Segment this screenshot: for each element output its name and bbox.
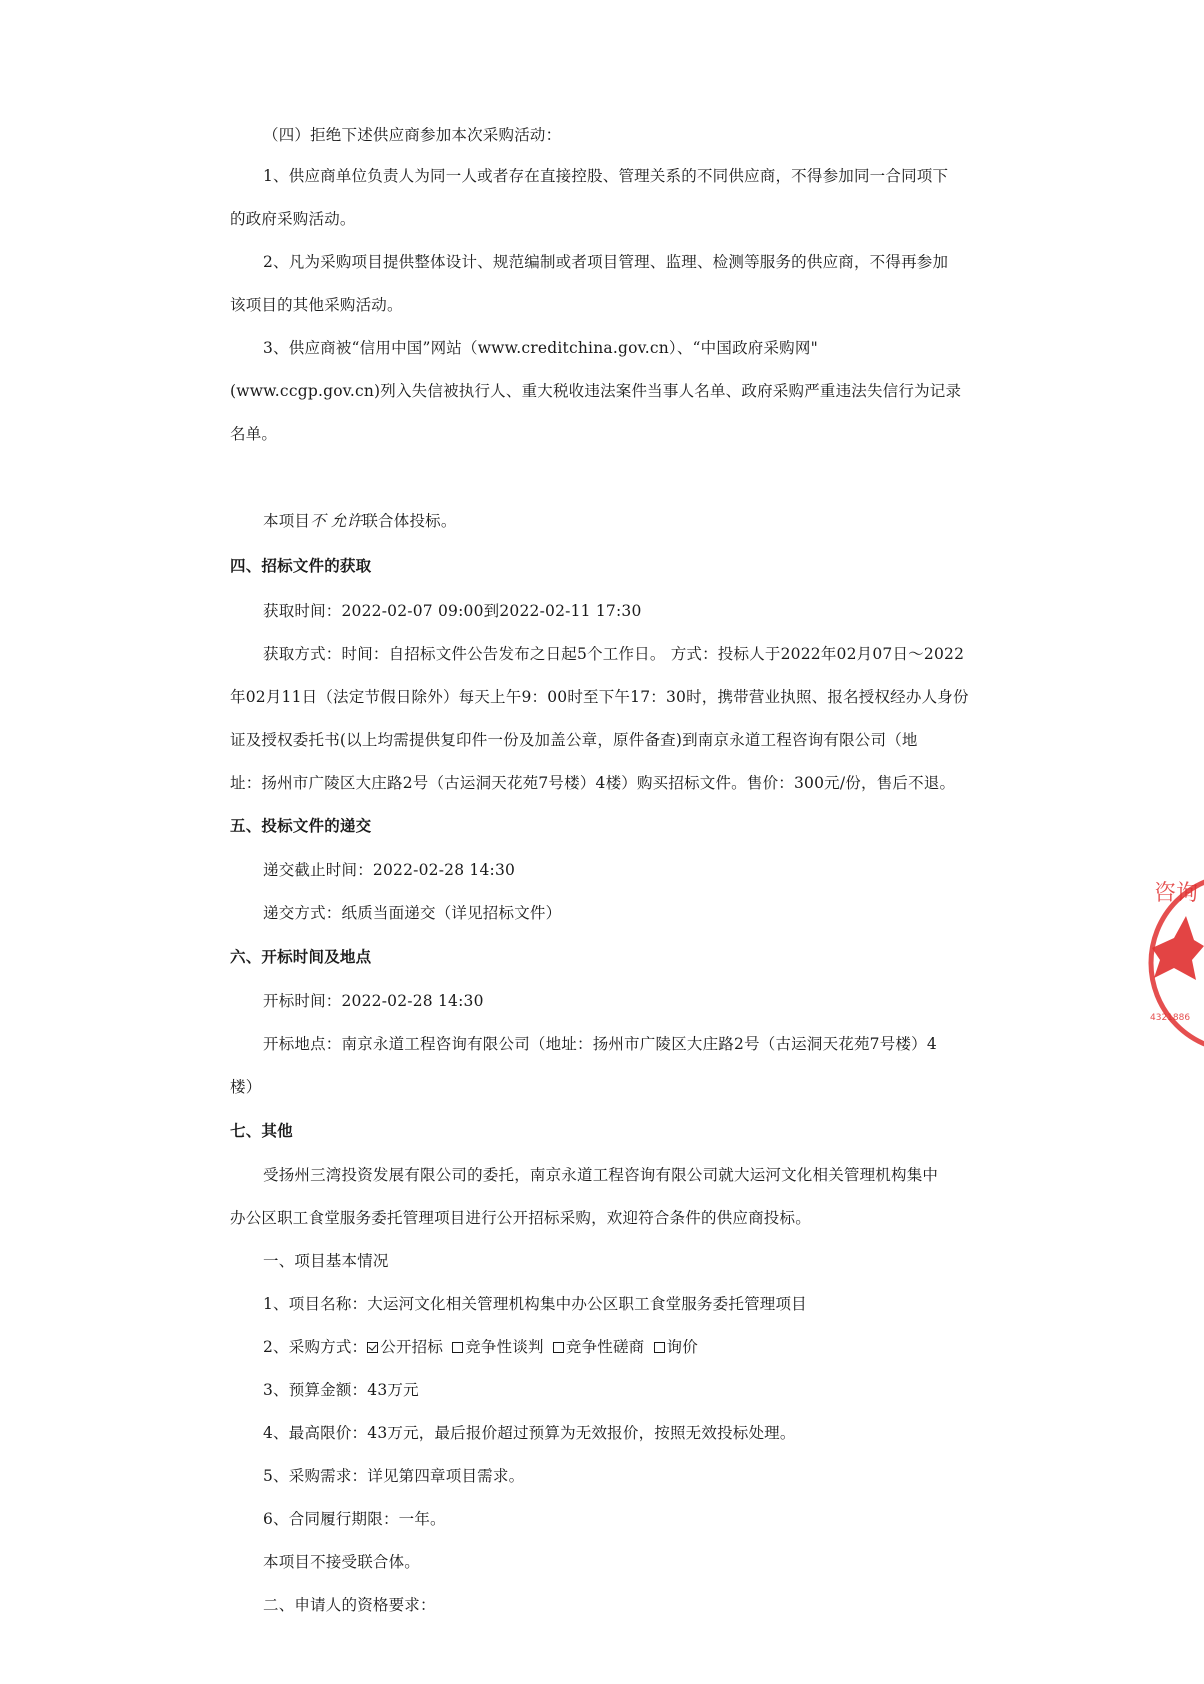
no-consortium: 本项目不接受联合体。 [263, 1553, 421, 1571]
seal-number-text: 4321886 [1150, 1013, 1191, 1023]
checkbox-unchecked-icon [654, 1342, 665, 1353]
submit-deadline: 递交截止时间：2022-02-28 14:30 [263, 861, 516, 879]
reject-item-2-line-1: 2、凡为采购项目提供整体设计、规范编制或者项目管理、监理、检测等服务的供应商，不得再参加 [263, 253, 949, 271]
seal-top-text: 咨询 [1154, 881, 1199, 906]
checkbox-checked-icon [367, 1342, 378, 1353]
opening-time: 开标时间：2022-02-28 14:30 [263, 992, 484, 1010]
consortium-statement [263, 511, 457, 531]
obtain-method-line-4: 址：扬州市广陵区大庄路2号（古运洞天花苑7号楼）4楼）购买招标文件。售价：300元/份，售后不退。 [230, 774, 956, 792]
submit-method: 递交方式：纸质当面递交（详见招标文件） [263, 904, 562, 922]
reject-item-1-line-2: 的政府采购活动。 [230, 210, 356, 228]
reject-heading: （四）拒绝下述供应商参加本次采购活动： [263, 126, 562, 144]
contract-period: 6、合同履行期限：一年。 [263, 1510, 446, 1528]
reject-item-2-line-2: 该项目的其他采购活动。 [230, 296, 403, 314]
reject-item-3-line-3: 名单。 [230, 425, 278, 443]
seal-icon [1144, 868, 1204, 1058]
method-option-inquiry: 询价 [666, 1338, 698, 1356]
method-option-consultation: 竞争性磋商 [565, 1338, 645, 1356]
section-6-title: 六、开标时间及地点 [230, 947, 372, 966]
section-7-title: 七、其他 [230, 1121, 293, 1140]
qualification-heading: 二、申请人的资格要求： [263, 1596, 436, 1614]
intro-line-1: 受扬州三湾投资发展有限公司的委托，南京永道工程咨询有限公司就大运河文化相关管理机构集中 [263, 1166, 939, 1184]
opening-place-line-1: 开标地点：南京永道工程咨询有限公司（地址：扬州市广陵区大庄路2号（古运洞天花苑7号楼）4 [263, 1035, 937, 1053]
reject-item-3-line-2: (www.ccgp.gov.cn)列入失信被执行人、重大税收违法案件当事人名单、政府采购严重违法失信行为记录 [230, 382, 962, 400]
method-option-negotiation: 竞争性谈判 [465, 1338, 544, 1356]
reject-item-1-line-1: 1、供应商单位负责人为同一人或者存在直接控股、管理关系的不同供应商，不得参加同一合同项下 [263, 167, 949, 185]
obtain-time: 获取时间：2022-02-07 09:00到2022-02-11 17:30 [263, 602, 642, 620]
obtain-method-line-1: 获取方式：时间：自招标文件公告发布之日起5个工作日。 方式：投标人于2022年02月07日～2022 [263, 645, 965, 663]
section-5-title: 五、投标文件的递交 [230, 816, 372, 835]
max-price: 4、最高限价：43万元，最后报价超过预算为无效报价，按照无效投标处理。 [263, 1424, 796, 1442]
procurement-demand: 5、采购需求：详见第四章项目需求。 [263, 1467, 525, 1485]
section-4-title: 四、招标文件的获取 [230, 556, 372, 575]
company-seal [1144, 868, 1204, 1058]
basic-info-heading: 一、项目基本情况 [263, 1252, 389, 1270]
obtain-method-line-3: 证及授权委托书(以上均需提供复印件一份及加盖公章，原件备查)到南京永道工程咨询有限公司（地 [230, 731, 918, 749]
project-name: 1、项目名称：大运河文化相关管理机构集中办公区职工食堂服务委托管理项目 [263, 1295, 807, 1313]
consortium-suffix: 联合体投标。 [362, 512, 457, 530]
procurement-method [263, 1337, 698, 1357]
opening-place-line-2: 楼） [230, 1078, 262, 1096]
intro-line-2: 办公区职工食堂服务委托管理项目进行公开招标采购，欢迎符合条件的供应商投标。 [230, 1209, 811, 1227]
procurement-method-label: 2、采购方式： [263, 1338, 368, 1356]
checkbox-unchecked-icon [452, 1342, 463, 1353]
consortium-prefix: 本项目 [263, 512, 311, 530]
reject-item-3-line-1: 3、供应商被“信用中国”网站（www.creditchina.gov.cn）、“中国政府采购网" [263, 339, 818, 357]
budget-amount: 3、预算金额：43万元 [263, 1381, 419, 1399]
checkbox-unchecked-icon [553, 1342, 564, 1353]
obtain-method-line-2: 年02月11日（法定节假日除外）每天上午9：00时至下午17：30时，携带营业执照、报名授权经办人身份 [230, 688, 969, 706]
consortium-italic: 不 允许 [310, 512, 363, 530]
method-option-open: 公开招标 [380, 1338, 444, 1356]
